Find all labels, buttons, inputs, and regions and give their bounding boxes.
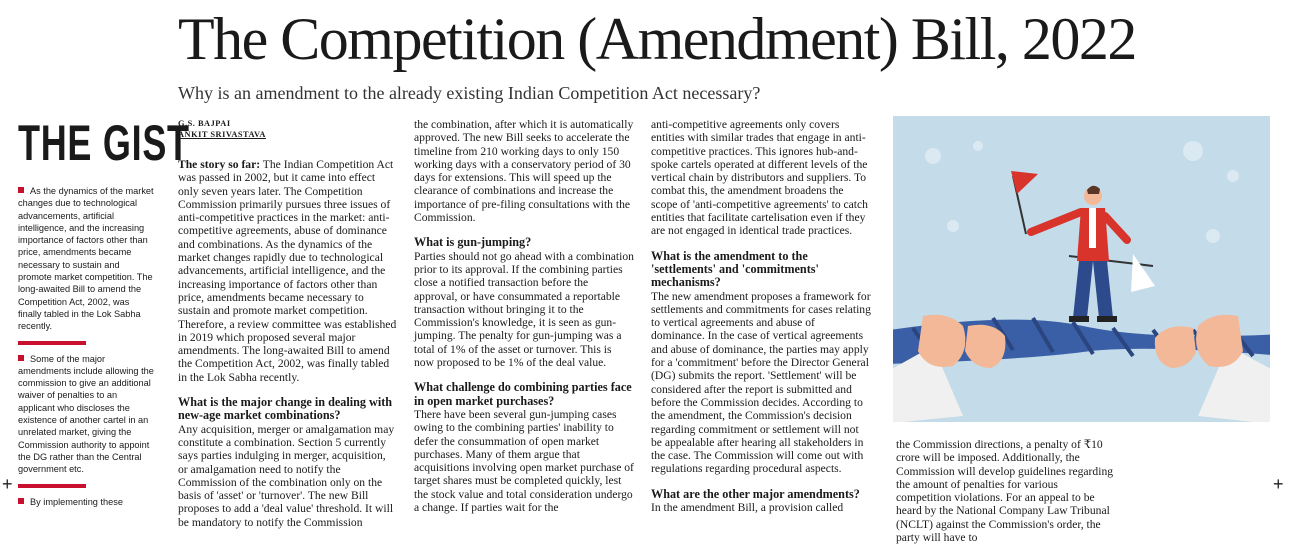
- paragraph: anti-competitive agreements only covers entities with similar trades that engage in anti-competitive practices. This ignores hub-and-spoke cartels operated at different levels of the vertical chain by distributors and suppliers. To combat this, the amendment broadens the scope of 'anti-competitive agreements' to catch entities that facilitate cartelisation even if they are not engaged in identical trade practices.: [651, 118, 868, 238]
- article-column-3: [651, 118, 871, 514]
- author-name: ANKIT SRIVASTAVA: [178, 130, 266, 139]
- paragraph: Parties should not go ahead with a combination prior to its approval. If the combining parties close a notified transaction before the approval, or have consummated a reportable transaction without bringing it to the Commission's knowledge, it is seen as gun-jumping. The penalty for gun-jumping was a total of 1% of the asset or turnover. This is now proposed to be 1% of the deal value.: [414, 249, 634, 370]
- article-column-2: [414, 118, 634, 514]
- gist-divider: [18, 341, 86, 345]
- section-heading: What is the amendment to the 'settlements' and 'commitments' mechanisms?: [651, 248, 819, 290]
- paragraph: The story so far: The Indian Competition Act was passed in 2002, but it came into effect only seven years later. The Competition Commission primarily pursues three issues of anti-competitive practices in the market: anti-competitive agreements, abuse of dominance and combinations. As the dynamics of the market changes rapidly due to technological advancements, artificial intelligence, and the increasing importance of factors other than price, amendments became necessary to sustain and promote market competition. Therefore, a review committee was established in 2019 which proposed several major amendments. The long-awaited Bill to amend the Competition Act, 2002, was finally tabled in the Lok Sabha recently.: [178, 158, 397, 384]
- section-heading: What are the other major amendments?: [651, 486, 860, 501]
- gist-item: Some of the major amendments include allowing the commission to give an additional waiver of penalties to an applicant who discloses the existence of another cartel in an unrelated market, giving the Commission authority to appoint the DG rather than the Central government etc.: [18, 353, 154, 475]
- registration-mark-right: +: [1273, 474, 1284, 494]
- gist-item: As the dynamics of the market changes due to technological advancements, artificial intelligence, and the increasing importance of factors other than price, amendments became necessary to sustain and promote market competition. The long-awaited Bill to amend the Competition Act, 2002, was finally tabled in the Lok Sabha recently.: [18, 186, 154, 332]
- gist-sidebar: [18, 185, 155, 508]
- paragraph: the Commission directions, a penalty of ₹10 crore will be imposed. Additionally, the Commission will develop guidelines regarding the amount of penalties for various competition violations. For an appeal to be heard by the National Company Law Tribunal (NCLT) against the Commission's order, the party will have to: [896, 438, 1114, 544]
- gist-divider: [18, 484, 86, 488]
- section-heading: What is gun-jumping?: [414, 235, 532, 250]
- illustration-svg: [893, 116, 1270, 422]
- paragraph: Any acquisition, merger or amalgamation may constitute a combination. Section 5 currently says parties indulging in merger, acquisition, or amalgamation need to notify the Commission of the combination only on the basis of 'asset' or 'turnover'. The new Bill proposes to add a 'deal value' threshold. It will be mandatory to notify the Commission: [178, 422, 395, 529]
- headline: The Competition (Amendment) Bill, 2022: [178, 6, 1136, 72]
- author-name: G.S. BAJPAI: [178, 119, 231, 128]
- gist-title: THE GIST: [18, 115, 190, 171]
- tug-of-war-illustration: [893, 116, 1270, 422]
- lead-in: The story so far:: [178, 158, 261, 171]
- article-column-4: [896, 438, 1116, 544]
- subheadline: Why is an amendment to the already existing Indian Competition Act necessary?: [178, 83, 761, 103]
- registration-mark-left: +: [2, 474, 13, 494]
- byline: [178, 118, 398, 140]
- section-heading: What challenge do combining parties face in open market purchases?: [414, 380, 632, 408]
- section-heading: What is the major change in dealing with new-age market combinations?: [178, 395, 393, 423]
- gist-item: By implementing these: [18, 496, 155, 508]
- bullet-square-icon: [18, 498, 24, 504]
- paragraph: There have been several gun-jumping cases owing to the combining parties' inability to defer the consummation of open market purchases. Many of them argue that acquisitions involving open market purchase of target shares must be completed quickly, lest the stock value and total consideration undergo a change. If parties wait for the: [414, 407, 634, 515]
- article-column-1: [178, 118, 398, 529]
- paragraph: the combination, after which it is automatically approved. The new Bill seeks to accelerate the timeline from 210 working days to only 150 working days with a conservatory period of 30 days for extensions. This will speed up the clearance of combinations and increase the importance of pre-filing consultations with the Commission.: [414, 118, 634, 225]
- paragraph: The new amendment proposes a framework for settlements and commitments for cases relating to vertical agreements and abuse of dominance. In the case of vertical agreements and abuse of dominance, the parties may apply for a 'commitment' before the Director General (DG) submits the report. 'Settlement' will be considered after the report is submitted and before the Commission decides. According to the amendment, the Commission's decision regarding commitment or settlement will not be appealable after hearing all stakeholders in the case. The Commission will come out with regulations regarding procedural aspects.: [651, 289, 871, 476]
- bullet-square-icon: [18, 355, 24, 361]
- bullet-square-icon: [18, 187, 24, 193]
- paragraph: In the amendment Bill, a provision called: [651, 501, 844, 515]
